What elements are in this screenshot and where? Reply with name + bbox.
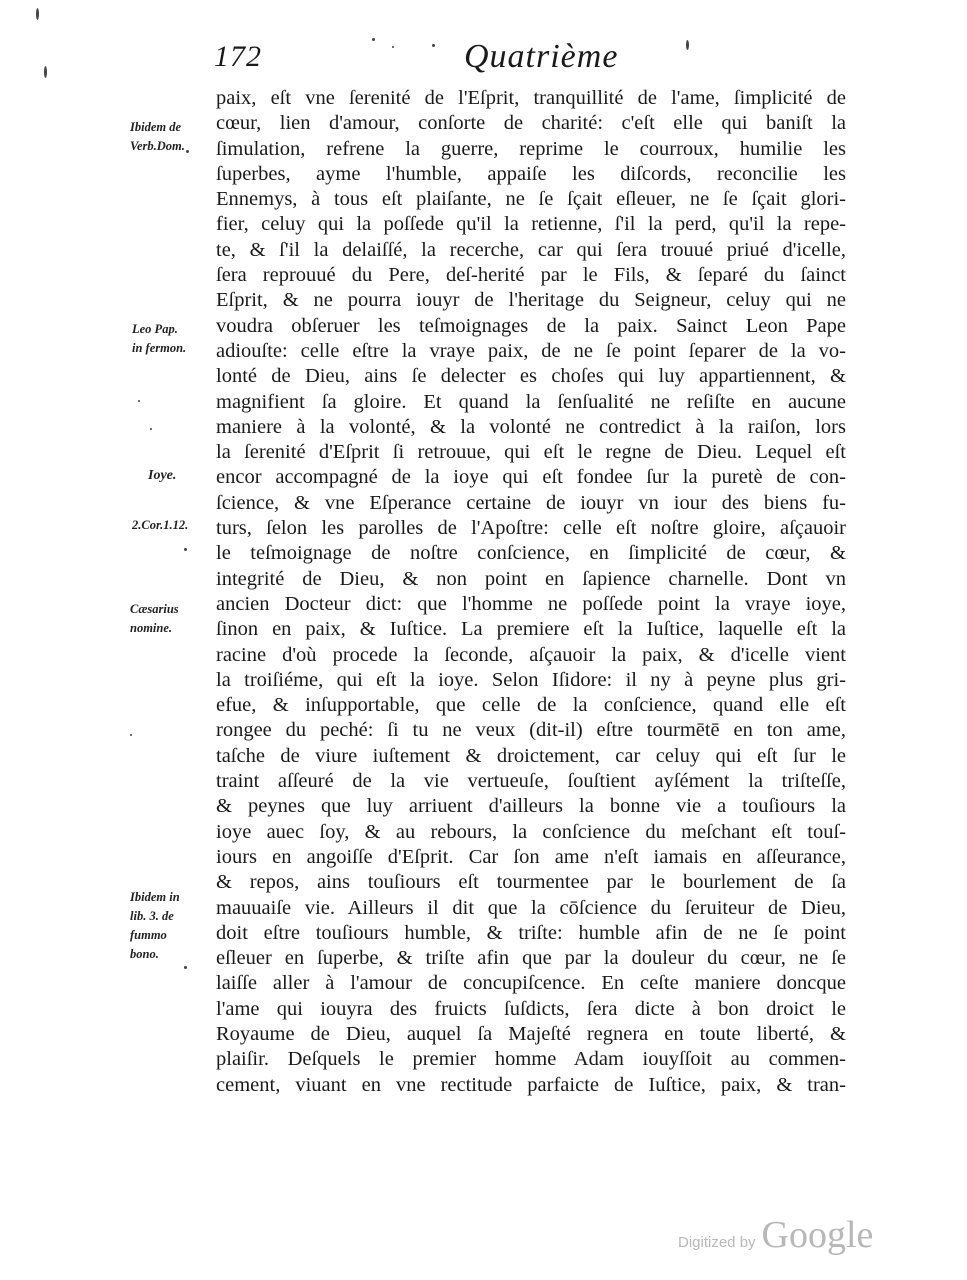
scan-speck [138,400,140,402]
text-line: ſimulation, refrene la guerre, reprime le courroux, humilie les [216,137,846,160]
scan-speck [44,66,47,78]
text-line: Eſprit, & ne pourra iouyr de l'heritage du Seigneur, celuy qui ne [216,289,846,312]
text-line: ancien Docteur dict: que l'homme ne poſſede point la vraye ioye, [216,592,846,615]
digitized-by-google-watermark [678,1213,873,1257]
text-line: maniere à la volonté, & la volonté ne contredict à la raiſon, lors [216,415,846,438]
scan-speck [150,428,152,430]
text-line: eſleuer en ſuperbe, & triſte afin que par la douleur du cœur, ne ſe [216,947,846,970]
text-line: paix, eſt vne ſerenité de l'Eſprit, tranquillité de l'ame, ſimplicité de [216,87,846,109]
page-number: 172 [214,40,262,73]
text-line: voudra obſeruer les teſmoignages de la paix. Sainct Leon Pape [216,314,846,337]
scan-speck [184,548,187,551]
google-logo: Google [761,1214,874,1256]
text-line: integrité de Dieu, & non point en ſapience charnelle. Dont vn [216,567,846,590]
scan-speck [36,8,39,20]
text-line: ſera reprouué du Pere, deſ-herité par le Fils, & ſeparé du ſainct [216,264,846,287]
text-line: taſche de viure iuſtement & droictement, car celuy qui eſt ſur le [216,744,846,767]
text-line: magnifient ſa gloire. Et quand la ſenſualité ne reſiſte en aucune [216,390,846,413]
margin-note-line: Ibidem in [130,890,180,904]
text-line: le teſmoignage de noſtre conſcience, en ſimplicité de cœur, & [216,542,846,565]
text-line: doit eſtre touſiours humble, & triſte: humble afin de ne ſe point [216,921,846,944]
margin-note-summo-bono [130,888,180,964]
text-line: adiouſte: celle eſtre la vraye paix, de ne ſe point ſeparer de la vo- [216,339,846,362]
text-line: turs, ſelon les parolles de l'Apoſtre: celle eſt noſtre gloire, aſçauoir [216,517,846,540]
margin-note-line: fummo [130,928,167,942]
margin-note-line: Ioye. [148,468,177,483]
scan-speck [372,38,375,41]
text-line: fier, celuy qui la poſſede qu'il la retienne, ſ'il la perd, qu'il la repe- [216,213,846,236]
scan-speck [130,734,132,736]
margin-note-caesarius [130,600,179,638]
text-line: mauuaiſe vie. Ailleurs il dit que la cōſcience du ſeruiteur de Dieu, [216,896,846,919]
body-text [216,86,846,1098]
text-line: ſcience, & vne Eſperance certaine de iouyr vn iour des biens fu- [216,491,846,514]
text-line: lonté de Dieu, ains ſe delecter es choſes qui luy appartiennent, & [216,365,846,388]
margin-note-line: lib. 3. de [130,909,174,923]
text-line: la ſerenité d'Eſprit ſi retrouue, qui eſt le regne de Dieu. Lequel eſt [216,441,846,464]
text-line: Ennemys, à tous eſt plaiſante, ne ſe ſçait eſleuer, ne ſe ſçait glori- [216,188,846,211]
text-line: racine d'où procede la ſeconde, aſçauoir la paix, & d'icelle vient [216,643,846,666]
text-line: te, & ſ'il la delaiſſé, la recerche, car qui ſera trouué priué d'icelle, [216,238,846,261]
text-line: rongee du peché: ſi tu ne veux (dit-il) eſtre tourmētē en ton ame, [216,719,846,742]
text-line: cement, viuant en vne rectitude parfaicte de Iuſtice, paix, & tran- [216,1073,846,1096]
running-head: Quatrième [464,38,619,75]
text-line: l'ame qui iouyra des fruicts ſuſdicts, ſera dicte à bon droict le [216,997,846,1020]
margin-note-line: Cæsarius [130,602,179,616]
text-line: la troiſiéme, qui eſt la ioye. Selon Iſidore: il ny à peyne plus gri- [216,668,846,691]
text-line: iours en angoiſſe d'Eſprit. Car ſon ame n'eſt iamais en aſſeurance, [216,845,846,868]
scan-speck [184,966,187,969]
margin-note-line: in fermon. [132,341,187,355]
margin-note-line: Verb.Dom. [130,139,185,153]
margin-note-line: 2.Cor.1.12. [132,518,189,532]
text-line: ioye auec ſoy, & au rebours, la conſcience du meſchant eſt touſ- [216,820,846,843]
margin-note-line: Leo Pap. [132,322,178,336]
margin-note-ioye [148,466,176,485]
text-line: & repos, ains touſiours eſt tourmentee par le bourlement de ſa [216,871,846,894]
scan-speck [186,150,189,153]
margin-note-2-cor [132,516,188,535]
watermark-prefix: Digitized by [678,1234,756,1251]
scan-speck [432,44,435,47]
text-line: & peynes que luy arriuent d'ailleurs la bonne vie a touſiours la [216,795,846,818]
text-line: ſuperbes, ayme l'humble, appaiſe les diſcords, reconcilie les [216,162,846,185]
margin-note-verb-dom [130,118,185,156]
text-line: laiſſe aller à l'amour de concupiſcence. En ceſte maniere doncque [216,972,846,995]
margin-note-line: bono. [130,947,159,961]
scan-speck [686,40,689,50]
text-line: efue, & inſupportable, que celle de la conſcience, quand elle eſt [216,694,846,717]
text-line: Royaume de Dieu, auquel ſa Majeſté regnera en toute liberté, & [216,1022,846,1045]
scan-speck [392,46,394,48]
text-line: traint aſſeuré de la vie vertueuſe, ſouſtient ayſément la triſteſſe, [216,770,846,793]
text-line: encor accompagné de la ioye qui eſt fondee ſur la puretè de con- [216,466,846,489]
margin-note-line: nomine. [130,621,173,635]
text-line: plaiſir. Deſquels le premier homme Adam iouyſſoit au commen- [216,1048,846,1071]
text-line: ſinon en paix, & Iuſtice. La premiere eſt la Iuſtice, laquelle eſt la [216,618,846,641]
text-line: cœur, lien d'amour, conſorte de charité: c'eſt elle qui baniſt la [216,112,846,135]
margin-note-line: Ibidem de [130,120,182,134]
margin-note-leo-pap [132,320,186,358]
